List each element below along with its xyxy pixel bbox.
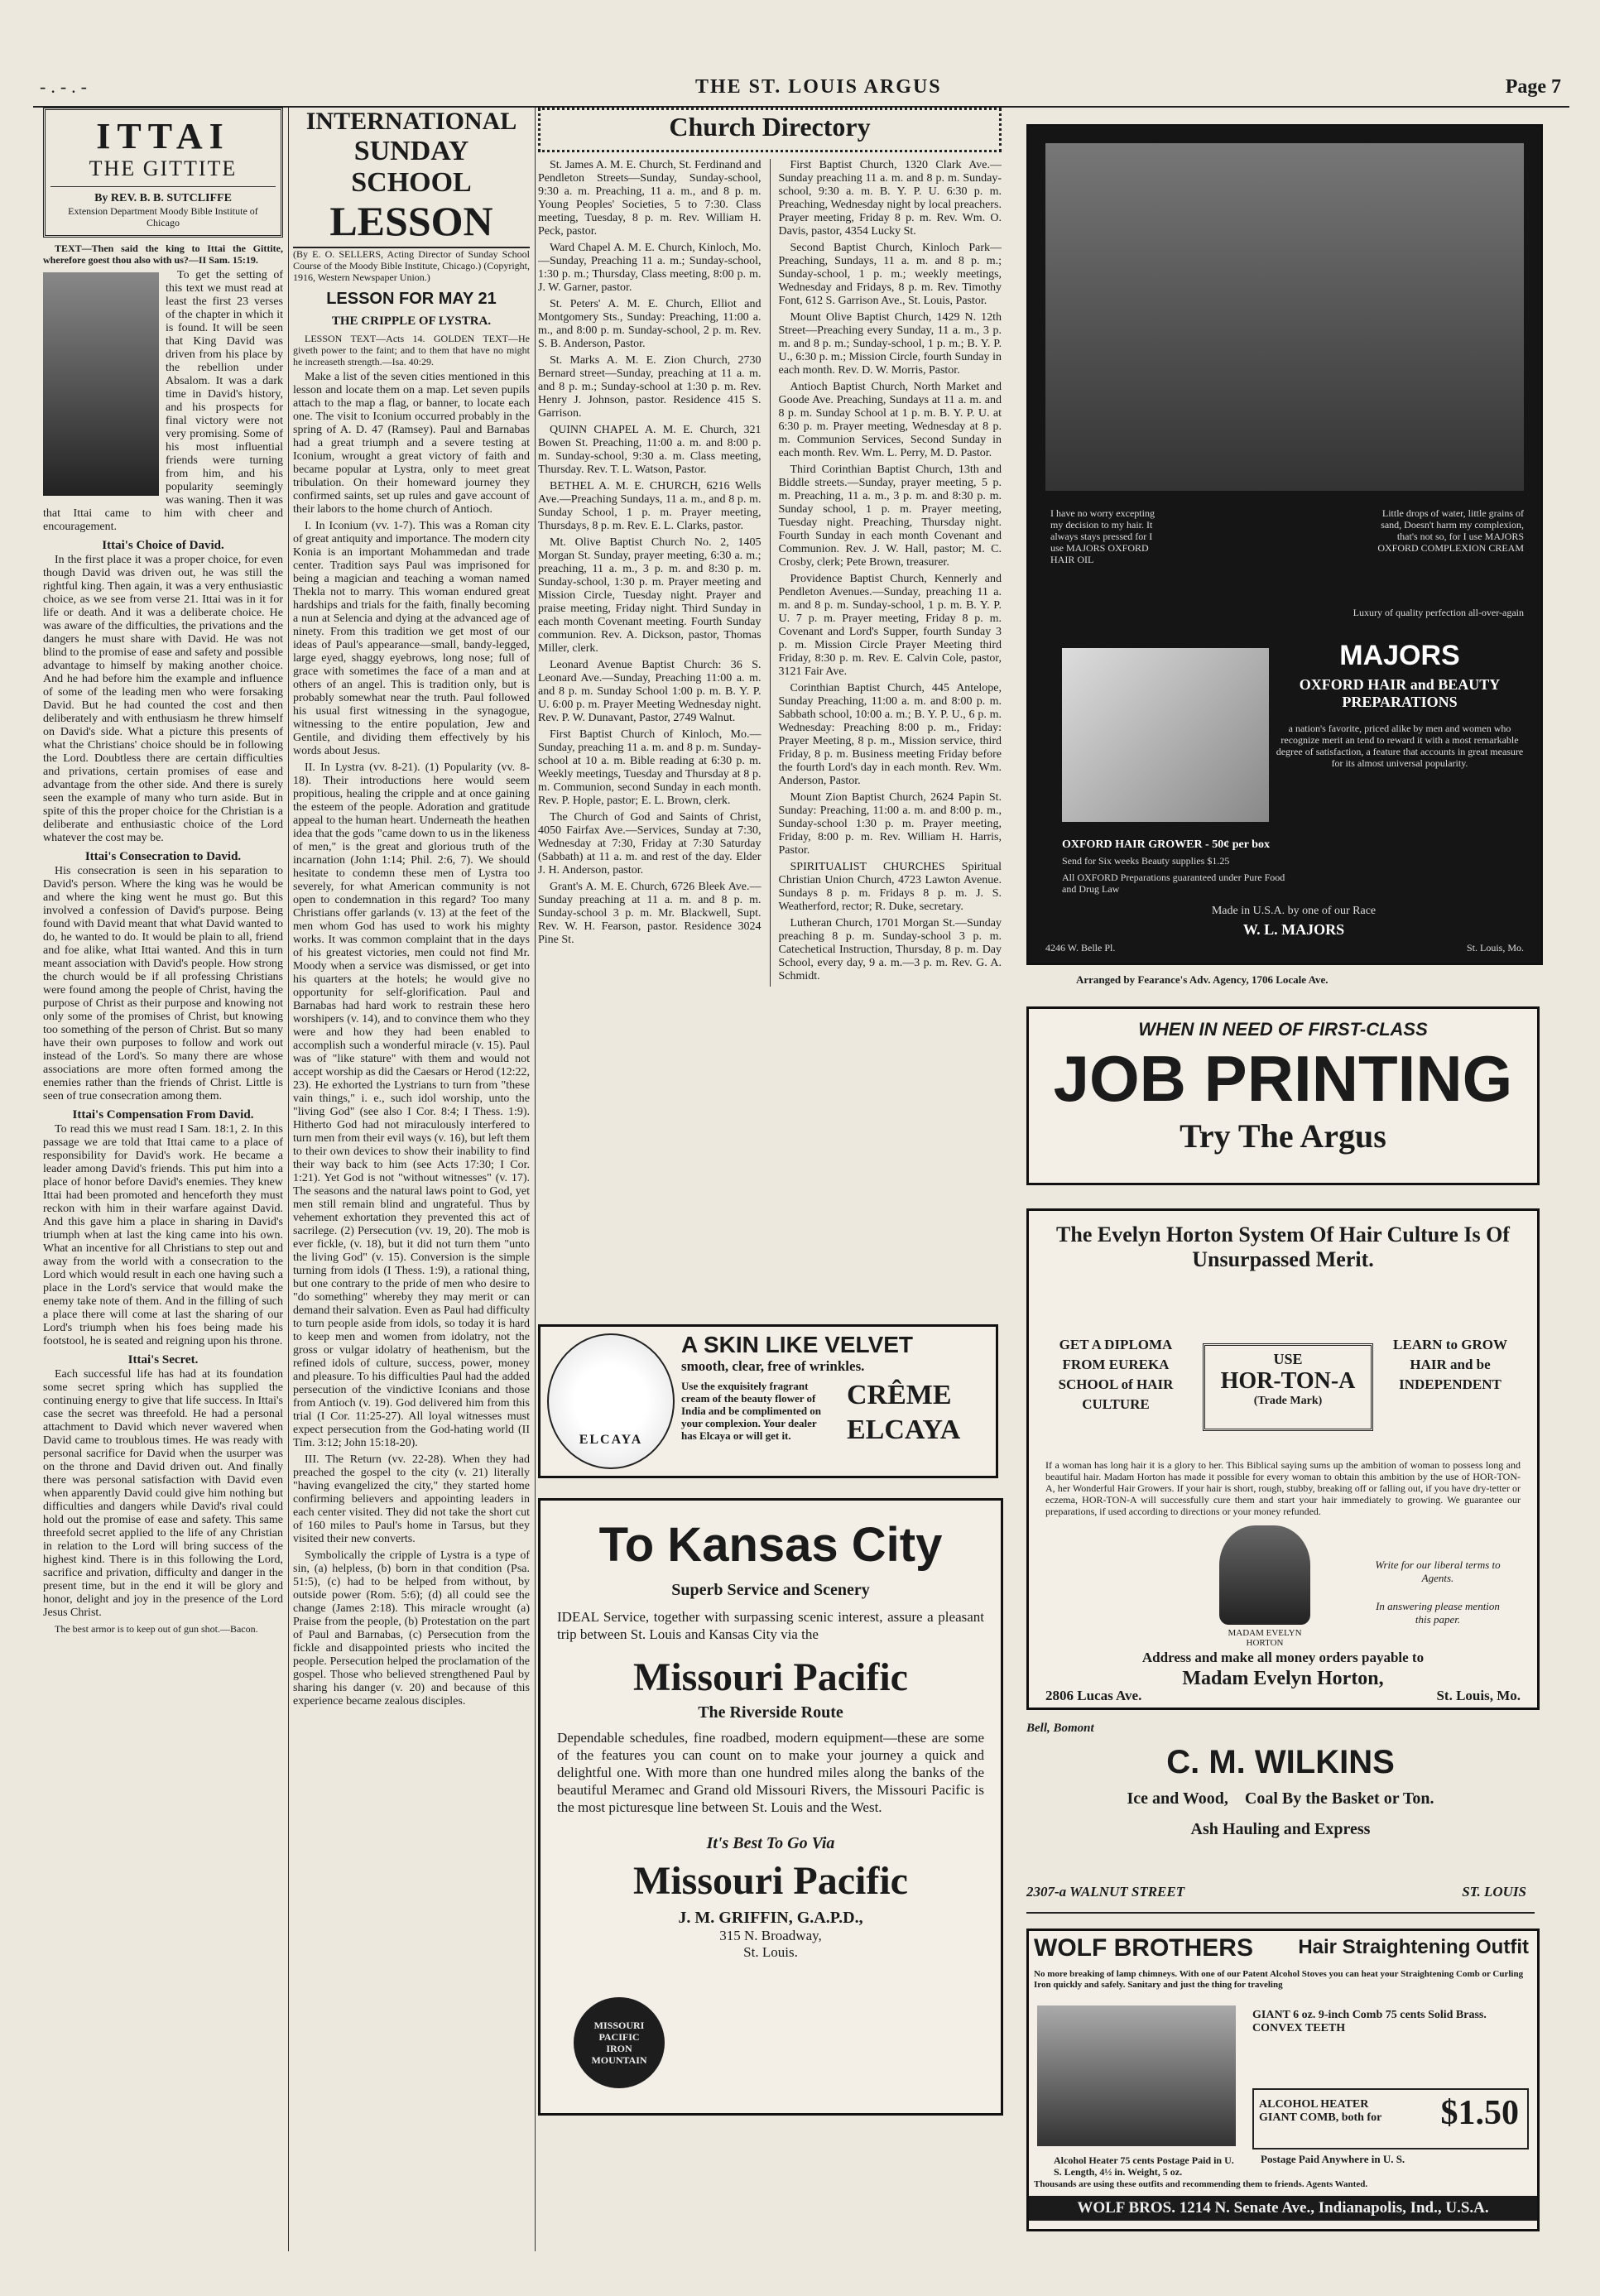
kansas-city-ad <box>538 1498 1003 2116</box>
wolf-combo: ALCOHOL HEATER GIANT COMB, both for <box>1259 2098 1382 2124</box>
majors-illustration <box>1045 143 1524 491</box>
horton-portrait <box>1219 1525 1310 1625</box>
wolf-title: WOLF BROTHERS <box>1034 1934 1253 1962</box>
majors-brand: MAJORS <box>1339 640 1460 671</box>
ittai-column <box>43 108 283 2251</box>
elcaya-sub: smooth, clear, free of wrinkles. <box>681 1358 865 1374</box>
wolf-combo-box <box>1252 2088 1529 2149</box>
ittai-para-3: His consecration is seen in his separation to David's person. Where the king was he would be and where the king went he must go. But this involved a confession of David's purpose. Being found with David meant that what David wanted to do, he wanted to do. It would be plain to all, friend and foe alike, what Ittai wanted. And this in turn meant association with David's people. How strong the church would be if all professing Christians were found among the people of Christ, having the purpose of Christ as their purpose and knowing not only some of the promises of Christ, but knowing too something of the person of Christ. But so many have their own purposes to follow and work out instead of the Lord's. So many there are whose associations are more often formed among the enemies rather than the friends of Christ. Little is seen of true consecration among them. <box>43 865 283 1102</box>
church-entry: Mount Zion Baptist Church, 2624 Papin St. Sunday: Preaching, 11:00 a. m. and 8:00 p. m., Sunday-school 1:30 p. m. Prayer meeting, Friday, 8:00 p. m. Rev. William H. Harris, Pastor. <box>778 791 1002 857</box>
kansas-p1: IDEAL Service, together with surpassing scenic interest, assure a pleasant trip between St. Louis and Kansas City via the <box>557 1609 984 1642</box>
majors-prep: All OXFORD Preparations guaranteed under Pure Food and Drug Law <box>1062 872 1285 895</box>
wolf-blurb: No more breaking of lamp chimneys. With one of our Patent Alcohol Stoves you can heat your Straightening Comb or Curling Iron quickly and safely. Sanitary and just the thing for traveling <box>1034 1969 1524 1990</box>
horton-use: USE <box>1273 1351 1303 1367</box>
lesson-para-5: Symbolically the cripple of Lystra is a type of sin, (a) helpless, (b) born in that condition (Psa. 51:5), (c) had to be helped from without, by outside power (Rom. 5:6); (d) all could see the change (James 2:18). This miracle wrought (a) Praise from the people, (b) Protestation on the part of Paul and Barnabas, (c) Persecution from the fickle and disappointed priests who incited the people. Persecution helped the proclamation of the gospel. Those who believed strengthened Paul by sharing his danger (v. 20) and because of this experience became zealous disciples. <box>293 1549 530 1708</box>
church-entry: First Baptist Church of Kinloch, Mo.—Sunday, preaching 11 a. m. and 8 p. m. Sunday-school at 10 a. m. Bible reading at 6:30 p. m. Weekly meetings, Tuesday and Thursday at 8 p. m. Communion, second Sunday in each month. Rev. P. Hople, pastor; E. L. Brown, clerk. <box>538 728 762 807</box>
horton-body: If a woman has long hair it is a glory to her. This Biblical saying sums up the ambition of woman to possess long and beautiful hair. Madam Horton has made it possible for every woman to obtain this ambition by the use of HOR-TON-A, her Wonderful Hair Growers. If your hair is short, rough, stubby, breaking off or falling out, if you have dry-tetter or eczema, HOR-TON-A will successfully cure them and start your hair immediately to growing. We guarantee our preparations, if used according to directions or your money refunded. <box>1045 1459 1521 1517</box>
job-try: Try The Argus <box>1180 1117 1386 1155</box>
wolf-postage: Postage Paid Anywhere in U. S. <box>1261 2153 1405 2165</box>
majors-left-caption: I have no worry excepting my decision to my hair. It always stays pressed for I use MAJORS OXFORD HAIR OIL <box>1050 507 1155 565</box>
kansas-best: It's Best To Go Via <box>706 1834 835 1852</box>
kansas-city: St. Louis. <box>743 1944 798 1960</box>
horton-answer: In answering please mention this paper. <box>1376 1600 1500 1626</box>
elcaya-logo <box>547 1333 675 1469</box>
wilkins-name: C. M. WILKINS <box>1166 1744 1395 1780</box>
directory-title: Church Directory <box>669 112 871 142</box>
wolf-comb-illustration <box>1037 2005 1236 2146</box>
lesson-date: LESSON FOR MAY 21 <box>326 290 497 308</box>
church-entry: Antioch Baptist Church, North Market and Goode Ave. Preaching, Sundays at 11 a. m. and 8 p. m. Sunday School at 1 p. m. B. Y. P. U. at 6:30 p. m. Prayer meeting, Wednesday at 8 p. m. Communion Services, Second Sunday in each month. Rev. Wm. L. Perry, M. D. Pastor. <box>778 381 1002 459</box>
horton-address-line: Address and make all money orders payable to <box>1141 1650 1425 1665</box>
horton-write: Write for our liberal terms to Agents. <box>1375 1559 1501 1584</box>
lesson-header <box>293 108 530 248</box>
wolf-giant: GIANT 6 oz. 9-inch Comb 75 cents Solid Brass. CONVEX TEETH <box>1252 2009 1487 2034</box>
elcaya-brand-1: CRÊME <box>847 1380 952 1410</box>
horton-caption: MADAM EVELYN HORTON <box>1228 1628 1302 1648</box>
horton-ad <box>1026 1208 1540 1710</box>
wilkins-line-1: Ice and Wood, Coal By the Basket or Ton. <box>1127 1789 1434 1808</box>
wilkins-city: ST. LOUIS <box>1462 1884 1526 1900</box>
ittai-para-2: In the first place it was a proper choice, for even though David was driven out, he was still the rightful king. Then again, it was a very enthusiastic choice, as we see from verse 21. Ittai was in it for life or death. And it was a deliberate choice. He was aware of the difficulties, the privations and the dangers he must share with David. He was not blind to the promise of ease and safety and possible advantage to himself by making another choice. And he had before him the example and influence of some of the leading men who were forsaking David. But he had counted the cost and then deliberately and with enthusiasm he threw himself on David's side. What a picture this presents of what the Christians' choice should be in following the Lord. Doubtless there are certain difficulties and privations, certain promises of ease and advantage from the other side. And there is surely seen the example of many who turn aside. But in spite of this the proper choice for the Christian is a deliberate and enthusiastic choice of the Lord whatever the cost may be. <box>43 554 283 844</box>
ittai-heading-choice: Ittai's Choice of David. <box>102 539 224 552</box>
lesson-byline: (By E. O. SELLERS, Acting Director of Sunday School Course of the Moody Bible Institute, Chicago.) (Copyright, 1916, Western Newspaper Union.) <box>293 248 530 283</box>
job-title: JOB PRINTING <box>1053 1042 1513 1115</box>
majors-maker: W. L. MAJORS <box>1242 921 1345 938</box>
elcaya-body: Use the exquisitely fragrant cream of the beauty flower of India and be complimented on your complexion. Your dealer has Elcaya or will get it. <box>681 1380 822 1442</box>
masthead <box>33 73 1569 108</box>
elcaya-ad <box>538 1324 998 1478</box>
church-entry: Leonard Avenue Baptist Church: 36 S. Leonard Ave.—Sunday, Preaching 11:00 a. m. and 8 p. m. Sunday School 1:00 p. m. B. Y. P. U. 6:00 p. m. Prayer Meeting Wednesday night. Rev. P. W. Dunavant, Pastor, 2749 Walnut. <box>538 659 762 724</box>
church-entry: Mt. Olive Baptist Church No. 2, 1405 Morgan St. Sunday, prayer meeting, 6:30 a. m.; preaching, 11 a. m., 3 p. m. and 8:30 p. m. Sunday-school, 1:30 p. m. Prayer meeting and Mission Circle, Tuesday night. Prayer and praise meeting, Friday night. Third Sunday in each month Covenant meeting. Fourth Sunday communion. Rev. A. Dickson, pastor, Thomas Miller, clerk. <box>538 536 762 655</box>
lesson-text: LESSON TEXT—Acts 14. GOLDEN TEXT—He giveth power to the faint; and to them that have no might he increaseth strength.—Isa. 40:29. <box>293 333 530 367</box>
horton-brand: HOR-TON-A <box>1220 1368 1356 1394</box>
kansas-sub: Superb Service and Scenery <box>671 1581 870 1599</box>
kansas-logo <box>574 1997 665 2088</box>
horton-name: Madam Evelyn Horton, <box>1182 1668 1384 1689</box>
elcaya-title: A SKIN LIKE VELVET <box>681 1332 914 1357</box>
church-directory <box>538 108 1002 1324</box>
church-entry: Providence Baptist Church, Kennerly and Pendleton Avenues.—Sunday, preaching 11 a. m. and 8 p. m. Sunday-school, 1 p. m. B. Y. P. U. 7 p. m. Prayer meeting, Friday 8 p. m. Covenant and Lord's Supper, fourth Sunday 3 p. m. Mission Circle Prayer Meeting third Friday, 8:30 p. m. Rev. E. Calvin Cole, pastor, 3121 Fair Ave. <box>778 573 1002 678</box>
lesson-para-1: Make a list of the seven cities mentioned in this lesson and locate them on a map. Let seven pupils attach to the map a flag, or banner, to locate each one. The visit to Iconium occurred probably in the spring of A. D. 47 (Ramsey). Paul and Barnabas had a great triumph and a severe testing at Iconium, wrought a great victory of faith and became popular at Lystra, only to meet great tribulation. On their homeward journey they confirmed saints, set up rules and gave account of their labors to the home church of Antioch. <box>293 371 530 516</box>
elcaya-brand-2: ELCAYA <box>847 1415 961 1445</box>
wilkins-line-2: Ash Hauling and Express <box>1190 1820 1371 1838</box>
kansas-rail: Missouri Pacific <box>633 1655 908 1699</box>
church-entry: Corinthian Baptist Church, 445 Antelope, Sunday Preaching, 11:00 a. m. and 8:00 p. m. Sabbath school, 10:00 a. m.; B. Y. P. U., 6 p. m. Wednesday: Preaching 8:00 p. m., Friday: Prayer Meeting, 8 p. m., Mission service, third Friday, 8 p. m. Business meeting Friday before the fourth Lord's day in each month. Rev. Wm. Anderson, Pastor. <box>778 682 1002 787</box>
church-entry: SPIRITUALIST CHURCHES Spiritual Christian Union Church, 4723 Lawton Avenue. Sundays 8 p. m. Fridays 8 p. m. J. S. Weatherford, rector; R. Duke, secretary. <box>778 861 1002 913</box>
column-rule <box>535 108 536 2251</box>
ittai-para-5: Each successful life has had at its foundation some secret spring which has supplied the continuing energy to give that life success. In Ittai's case the secret was threefold. He had a personal attachment to David which never wavered when David came to troublous times. He was ready with personal sacrifice for David when the usurper was on the throne and David driven out. And finally there was personal satisfaction with David even when apparently David could give him nothing but difficulties and dangers while David's rival could hold out the promise of ease and safety. This same threefold secret applied to the life of any Christian in relation to the Lord will bring success of the highest kind. There is in this following the Lord, sacrifice and privation, difficulty and danger in the present time, but in the end it will be glory and honor, delight and joy in the presence of the Lord Jesus Christ. <box>43 1368 283 1619</box>
lesson-para-2: I. In Iconium (vv. 1-7). This was a Roman city of great antiquity and importance. The modern city Konia is an important Mohammedan and trade center. Tradition says Paul was imprisoned for being a magician and teaching a woman named Thekla not to marry. This woman endured great hardships and trials for the faith, finally becoming a nun at Selencia and dying at the advanced age of ninety. From this tradition we get most of our ideas of Paul's appearance—small, bandy-legged, large eyed, shaggy eyebrows, long nose; full of grace with sometimes the face of a man and at others of an angel. This is tradition only, but is probably somewhat near the truth. Paul followed his usual first witnessing in the synagogue, witnessing to the entire population, Jew and Gentile, and dividing them effectively by his words about Jesus. <box>293 520 530 757</box>
directory-right-column <box>779 159 1002 987</box>
wilkins-phone: Bell, Bomont <box>1026 1722 1094 1735</box>
wolf-heater: Alcohol Heater 75 cents Postage Paid in U. S. Length, 4½ in. Weight, 5 oz. <box>1054 2154 1234 2178</box>
kansas-agent: J. M. GRIFFIN, G.A.P.D., <box>678 1909 863 1927</box>
wolf-subtitle: Hair Straightening Outfit <box>1298 1936 1529 1958</box>
ittai-para-1: To get the setting of this text we must read at least the first 23 verses of the chapter in which it is found. It will be seen that King David was driven from his place by the rebellion under Absalom. It was a dark time in David's history, and his prospects for final victory were not very promising. Some of his most influential friends were turning from him, and his popularity seemingly was waning. Then it was that Ittai came to him with cheer and encouragement. <box>43 269 283 533</box>
kansas-street: 315 N. Broadway, <box>719 1928 822 1943</box>
church-entry: St. James A. M. E. Church, St. Ferdinand and Pendleton Streets—Sunday, Sunday-school, 9:30 a. m. Preaching, 11 a. m., and 8 p. m. Young Peoples' Societies, 5 to 7:30. Class meeting, Tuesday, 8 p. m. Rev. William H. Peck, pastor. <box>538 159 762 238</box>
page-number: Page 7 <box>1505 76 1561 98</box>
ittai-credit: Extension Department Moody Bible Institute of Chicago <box>68 205 258 228</box>
directory-left-column <box>538 159 762 987</box>
church-entry: The Church of God and Saints of Christ, 4050 Fairfax Ave.—Services, Sunday at 7:30, Wednesday at 7:30, Friday at 7:30 Saturday (Sabbath) at 11 a. m. and rest of the day. Elder J. H. Anderson, pastor. <box>538 811 762 877</box>
wolf-brothers-ad <box>1026 1929 1540 2231</box>
kansas-rail-2: Missouri Pacific <box>633 1859 908 1903</box>
lesson-title-1: INTERNATIONAL <box>305 108 517 135</box>
kansas-route: The Riverside Route <box>698 1703 843 1722</box>
kansas-title: To Kansas City <box>598 1518 943 1572</box>
majors-ad <box>1026 124 1543 965</box>
column-rule <box>288 108 289 2251</box>
majors-product-box <box>1062 648 1269 822</box>
church-entry: First Baptist Church, 1320 Clark Ave.—Sunday preaching 11 a. m. and 8 p. m. Sunday-school, 9:30 a. m. B. Y. P. U. 6:30 p. m. Preaching, Wednesday night by local preachers. Prayer meeting, Friday 8 p. m. Rev. Wm. O. Davis, pastor, 4354 Lucky St. <box>778 159 1002 238</box>
horton-right: LEARN to GROW HAIR and be INDEPENDENT <box>1393 1337 1507 1392</box>
ittai-heading-compensation: Ittai's Compensation From David. <box>72 1108 254 1122</box>
lesson-para-4: III. The Return (vv. 22-28). When they had preached the gospel to the city (v. 21) literally "having evangelized the city," they started home confirming believers and appointing leaders in each center visited. They did not take the short cut of 160 miles to Paul's home in Tarsus, but they visited their new converts. <box>293 1453 530 1545</box>
majors-made: Made in U.S.A. by one of our Race <box>1211 905 1377 917</box>
ittai-title: ITTAI <box>96 116 230 156</box>
ittai-heading-secret: Ittai's Secret. <box>127 1353 199 1367</box>
lesson-title-3: LESSON <box>329 198 493 244</box>
ittai-text: TEXT—Then said the king to Ittai the Gittite, wherefore goest thou also with us?—II Sam. 15:19. <box>43 243 283 266</box>
ittai-portrait <box>43 272 159 496</box>
ittai-byline: By REV. B. B. SUTCLIFFE <box>94 192 232 204</box>
church-entry: Grant's A. M. E. Church, 6726 Bleek Ave.—Sunday preaching at 11 a. m. and 8 p. m. Sunday-school 3 p. m. Mr. Blackwell, Supt. Rev. W. H. Fearson, pastor. Residence 3024 Pine St. <box>538 881 762 946</box>
church-entry: St. Marks A. M. E. Zion Church, 2730 Bernard street—Sunday, preaching at 11 a. m. and 8 p. m.; Sunday-school at 1:30 p. m. Rev. Henry J. Johnson, pastor. Residence 415 S. Garrison. <box>538 354 762 420</box>
ittai-header-box <box>43 108 283 238</box>
ittai-heading-consecration: Ittai's Consecration to David. <box>84 850 242 863</box>
church-entry: St. Peters' A. M. E. Church, Elliot and Montgomery Sts., Sunday: Preaching, 11:00 a. m., and 8:00 p. m. Sunday-school, 2 p. m. Rev. S. B. Anderson, Pastor. <box>538 298 762 350</box>
horton-street: 2806 Lucas Ave. <box>1045 1688 1142 1703</box>
wilkins-ad <box>1026 1722 1535 1914</box>
ittai-subtitle: THE GITTITE <box>89 156 238 180</box>
ittai-quote: The best armor is to keep out of gun shot.—Bacon. <box>55 1623 258 1635</box>
majors-grower: OXFORD HAIR GROWER - 50¢ per box <box>1062 838 1270 851</box>
church-entry: Third Corinthian Baptist Church, 13th and Biddle streets.—Sunday, prayer meeting, 5 p. m. Preaching, 11 a. m., 3 p. m. and 8:30 p. m. Sunday school, 1 p. m. Prayer meeting, Tuesday night. Preaching, Thursday night. Fourth Sunday in each month Covenant and Communion. Rev. J. W. Hall, pastor; M. C. Crosby, clerk; Pete Brown, treasurer. <box>778 464 1002 569</box>
majors-address: 4246 W. Belle Pl. <box>1045 942 1116 953</box>
elcaya-logo-text: ELCAYA <box>579 1433 643 1447</box>
horton-center-box <box>1203 1343 1373 1431</box>
horton-title: The Evelyn Horton System Of Hair Culture Is Of Unsurpassed Merit. <box>1056 1222 1510 1271</box>
directory-header <box>538 108 1002 152</box>
masthead-left: -.-.- <box>40 76 92 97</box>
horton-city: St. Louis, Mo. <box>1436 1688 1521 1703</box>
ittai-para-4: To read this we must read I Sam. 18:1, 2. In this passage we are told that Ittai came to a place of responsibility for David's work. He became a leader among David's friends. This put him into a place of honor before David's enemies. They knew Ittai had been promoted and henceforth they must reckon with him in their warfare against David. And this gave him a place in sharing in David's triumph when at last the king came into his own. What an incentive for all Christians to step out and away from the world with a consecration to the Lord which would result in each one having such a place in the Lord's service that would make the enemy take note of them. And in the filling of such a place there will come at last the sharing of our Lord's triumph when his foes being made his footstool, he is seated and reigning upon his throne. <box>43 1123 283 1347</box>
wolf-agents: Thousands are using these outfits and recommending them to friends. Agents Wanted. <box>1034 2179 1368 2189</box>
lesson-para-3: II. In Lystra (vv. 8-21). (1) Popularity (vv. 8-18). Their introductions here would seem propitious, healing the cripple and at once gaining the esteem of the people. Adoration and gratitude appeal to the human heart. Underneath the heathen idea that the gods "came down to us in the likeness of men," is the great and glorious truth of the incarnation (John 1:14; Phil. 2:6, 7). We should hesitate to condemn these men of Lystra too severely, for what American community is not open to condemnation in this regard? Too many Christians offer garlands (v. 13) at the feet of the men whom God has used to work his mighty works. It was common complaint that in the days of his greatest victories, men could not find Mr. Moody when a service was dismissed, or get into his quarters at the hotels; he would give no opportunity for self-glorification. Paul and Barnabas had hard work to restrain these hero worshipers (v. 14), and to convince them who they were and how they had been enabled to accomplish such a wonderful miracle (v. 15). Paul was of "like stature" with them and would not accept worship as did the Caesars or Herod (12:22, 23). He exhorted the Lystrians to turn from "these vain things," i. e., such idol worship, unto the "living God" (see also I Cor. 8:4; I Thess. 1:9). Hitherto God had not miraculously interfered to turn men from their evil ways (v. 16), but left them to their own devices to show their inability to find their way back to him (see Acts 17:30; I Cor. 1:21). Yet God is not "without witnesses" (v. 17). The seasons and the natural laws point to God, yet men still remain blind and ungrateful. Thus by vehement exhortation they prevented this act of sacrilege. (2) Persecution (vv. 19, 20). The mob is ever fickle, (v. 18), but it did not turn them "unto the living God" (v. 15). Conversion is the simple turning from idols (I Thess. 1:9), a rational thing, but one contrary to the pride of men who desire to "do something" whereby they may merit or can demand their salvation. Even as Paul had difficulty to turn people aside from idols, so today it is hard to keep men and women from idolatry, not the gross or vulgar idolatry of heathenism, but the refined idols of culture, success, power, money and pleasure. To his difficulties Paul had the added persecution of the vindictive Iconians and those from Antioch (v. 19). God delivered him from this trial (I Cor. 11:25-27). All loyal witnesses must expect persecution from the God-hating world (II Tim. 3:12; John 15:18-20). <box>293 761 530 1449</box>
wilkins-street: 2307-a WALNUT STREET <box>1026 1884 1185 1900</box>
church-entry: Lutheran Church, 1701 Morgan St.—Sunday preaching 8 p. m. Sunday-school 3 p. m. Catechetical Instruction, Thursday, 8 p. m. Day School, every day, 9 a. m.—3 p. m. Rev. G. A. Schmidt. <box>778 917 1002 982</box>
lesson-column <box>293 108 530 2251</box>
majors-city: St. Louis, Mo. <box>1466 942 1524 953</box>
church-entry: QUINN CHAPEL A. M. E. Church, 321 Bowen St. Preaching, 11:00 a. m. and 8:00 p. m. Sunday-school, 9:30 a. m. Class meeting, Thursday. Rev. T. L. Watson, Pastor. <box>538 424 762 476</box>
lesson-subject: THE CRIPPLE OF LYSTRA. <box>331 315 492 328</box>
job-need: WHEN IN NEED OF FIRST-CLASS <box>1138 1019 1428 1040</box>
kansas-logo-text: MISSOURI PACIFIC IRON MOUNTAIN <box>591 2020 647 2066</box>
majors-agency: Arranged by Fearance's Adv. Agency, 1706 Locale Ave. <box>1076 973 1329 986</box>
horton-tm: (Trade Mark) <box>1253 1395 1323 1407</box>
lesson-title-2: SUNDAY SCHOOL <box>351 136 472 198</box>
church-entry: Second Baptist Church, Kinloch Park—Preaching, Sundays, 11 a. m. and 8 p. m.; Sunday-school, 1 p. m.; weekly meetings, Wednesday and Fridays, 8 p. m. Rev. Timothy Font, 612 S. Garrison Ave., St. Louis, Pastor. <box>778 242 1002 307</box>
majors-blurb: a nation's favorite, priced alike by men and women who recognize merit an tend to reward it with a most remarkable degree of satisfaction, a feature that accounts in great measure for its almost universal popularity. <box>1276 723 1524 769</box>
church-entry: Ward Chapel A. M. E. Church, Kinloch, Mo.—Sunday, Preaching 11 a. m.; Sunday-school, 1:30 p. m.; Thursday, Class meeting, 8:00 p. m. J. W. Garner, pastor. <box>538 242 762 294</box>
wolf-address: WOLF BROS. 1214 N. Senate Ave., Indianapolis, Ind., U.S.A. <box>1029 2196 1537 2221</box>
majors-tagline: Luxury of quality perfection all-over-again <box>1353 607 1524 618</box>
majors-right-caption: Little drops of water, little grains of sand, Doesn't harm my complexion, that's not so, for I use MAJORS OXFORD COMPLEXION CREAM <box>1377 507 1524 554</box>
job-printing-ad <box>1026 1006 1540 1185</box>
majors-grower-2: Send for Six weeks Beauty supplies $1.25 <box>1062 855 1230 867</box>
church-entry: BETHEL A. M. E. CHURCH, 6216 Wells Ave.—Preaching Sundays, 11 a. m., and 8 p. m. Sunday School, 1 p. m. Prayer meeting, Thursdays, 8 p. m. Rev. E. L. Clarks, pastor. <box>538 480 762 532</box>
majors-brand-2: OXFORD HAIR and BEAUTY PREPARATIONS <box>1299 676 1501 710</box>
newspaper-title: THE ST. LOUIS ARGUS <box>695 76 942 98</box>
wolf-price: $1.50 <box>1440 2094 1519 2132</box>
horton-left: GET A DIPLOMA FROM EUREKA SCHOOL of HAIR CULTURE <box>1058 1337 1174 1412</box>
church-entry: Mount Olive Baptist Church, 1429 N. 12th Street—Preaching every Sunday, 11 a. m., 3 p. m. and 8 p. m.; Sunday-school, 1 p. m.; B. Y. P. U., 6:30 p. m.; Mission Circle, fourth Sunday in each month. Rev. D. W. Morris, Pastor. <box>778 311 1002 377</box>
kansas-p2: Dependable schedules, fine roadbed, modern equipment—these are some of the features you can count on to make your journey a quick and delightful one. With more than one hundred miles along the banks of the beautiful Meramec and Grand old Missouri Rivers, the Missouri Pacific is the most picturesque line between St. Louis and the West. <box>557 1730 984 1815</box>
